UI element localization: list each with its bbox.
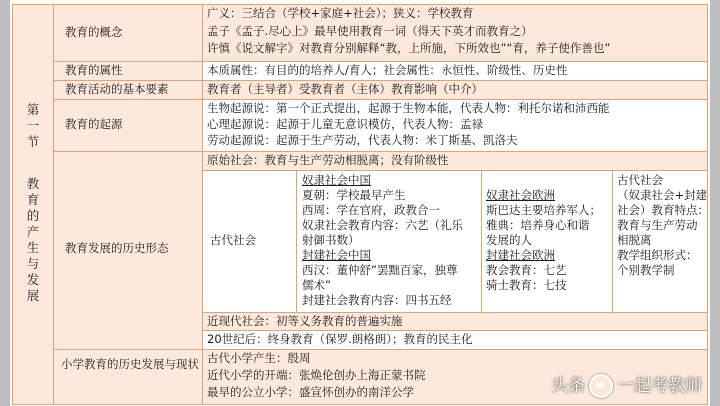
grid-line	[12, 404, 708, 405]
concept-line-2: 孟子《孟子.尽心上》最早使用教育一词（得天下英才而教育之）	[207, 24, 533, 38]
ancient-label: 古代社会	[210, 233, 256, 247]
grid-line	[53, 151, 708, 152]
summary-line: （奴隶社会+封建	[617, 188, 708, 202]
concept-line-3: 许慎《说文解字》对教育分别解释“教，上所施，下所效也”“育，养子使作善也”	[207, 41, 611, 55]
summary-line: 社会）教育特点：	[617, 203, 709, 217]
grid-line	[53, 61, 708, 62]
grid-line	[612, 170, 613, 312]
grid-line	[202, 4, 203, 404]
grid-line	[202, 170, 708, 171]
section-label: 第一节	[26, 102, 40, 149]
paw-logo-icon	[589, 374, 613, 398]
china-line: 奴隶社会教育内容：六艺（礼乐	[302, 218, 463, 232]
grid-line	[12, 4, 13, 404]
feudal-line: 封建社会教育内容：四书五经	[302, 293, 452, 307]
grid-line	[53, 99, 708, 100]
feudal-line: 西汉：董仲舒”罢黜百家，独尊	[302, 263, 458, 277]
grid-line	[12, 4, 708, 5]
row-label-origin: 教育的起源	[65, 117, 123, 131]
china-line: 射御书数）	[302, 233, 360, 247]
slide	[10, 0, 710, 406]
summary-line: 个别教学制	[617, 263, 675, 277]
row-label-attribute: 教育的属性	[65, 63, 123, 77]
concept-line-1: 广义：三结合（学校+家庭+社会）；狭义：学校教育	[207, 6, 474, 20]
watermark-account: 一起考教师	[617, 376, 702, 396]
europe-slave-title: 奴隶社会欧洲	[486, 188, 555, 202]
grid-line	[53, 349, 708, 350]
europe-feudal-line: 骑士教育：七技	[486, 278, 567, 292]
row-label-primary: 小学教育的历史发展与现状	[61, 357, 199, 371]
origin-line-3: 劳动起源说：起源于生产劳动，代表人物：米丁斯基、凯洛夫	[207, 133, 518, 147]
watermark	[551, 371, 702, 398]
summary-line: 教学组织形式：	[617, 248, 698, 262]
summary-line: 古代社会	[617, 173, 663, 187]
row-label-history: 教育发展的历史形态	[65, 241, 169, 255]
primary-line-1: 古代小学产生：殷周	[207, 351, 311, 365]
grid-line	[53, 4, 54, 404]
primary-line-3: 最早的公立小学：盛宣怀创办的南洋公学	[207, 385, 414, 399]
europe-feudal-line: 教会教育：七艺	[486, 263, 567, 277]
europe-line: 雅典：培养身心和谐	[486, 218, 590, 232]
origin-line-1: 生物起源说：第一个正式提出，起源于生物本能，代表人物：利托尔诺和沛西能	[207, 101, 610, 115]
row-label-elements: 教育活动的基本要素	[65, 82, 169, 96]
elements-text: 教育者（主导者）受教育者（主体）教育影响（中介）	[207, 82, 483, 96]
china-line: 夏朝：学校最早产生	[302, 188, 406, 202]
c20-text: 20世纪后：终身教育（保罗.朗格朗）；教育的民主化	[207, 332, 473, 346]
grid-line	[202, 312, 708, 313]
europe-line: 发展的人	[486, 233, 532, 247]
row-label-concept: 教育的概念	[65, 25, 123, 39]
watermark-source: 头条	[551, 376, 585, 396]
grid-line	[53, 80, 708, 81]
grid-line	[296, 170, 297, 312]
primary-line-2: 近代小学的开端：张焕伦创办上海正蒙书院	[207, 368, 426, 382]
modern-text: 近现代社会：初等义务教育的普遍实施	[207, 314, 403, 328]
europe-feudal-title: 封建社会欧洲	[486, 248, 555, 262]
section-title: 教育的产生与发展	[26, 176, 40, 303]
grid-line	[202, 330, 708, 331]
summary-line: 相脱离	[617, 233, 652, 247]
china-line: 西周：学在官府，政教合一	[302, 203, 440, 217]
summary-line: 教育与生产劳动	[617, 218, 698, 232]
origin-line-2: 心理起源说：起源于儿童无意识模仿，代表人物：孟禄	[207, 117, 483, 131]
china-feudal-title: 封建社会中国	[302, 248, 371, 262]
attribute-text: 本质属性：有目的的培养人/育人；社会属性：永恒性、阶级性、历史性	[207, 63, 568, 77]
grid-line	[481, 170, 482, 312]
primitive-text: 原始社会：教育与生产劳动相脱离；没有阶级性	[207, 153, 449, 167]
europe-line: 斯巴达主要培养军人；	[486, 203, 601, 217]
china-slave-title: 奴隶社会中国	[302, 173, 371, 187]
feudal-line: 儒术”	[302, 278, 331, 292]
